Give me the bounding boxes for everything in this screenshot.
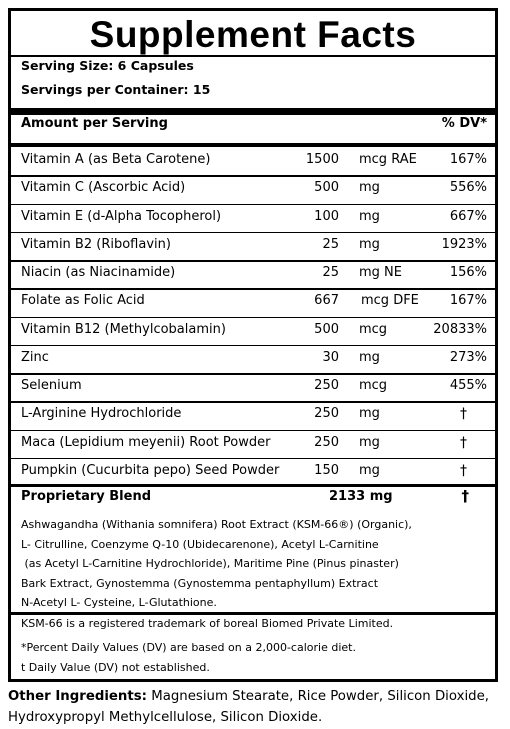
row-divider — [11, 317, 495, 319]
nutrient-amount: 667 — [314, 293, 339, 309]
nutrient-dv: † — [460, 406, 467, 423]
nutrient-dv: 667% — [449, 208, 487, 224]
row-divider — [11, 430, 495, 432]
ingredient-line: L- Citrulline, Coenzyme Q-10 (Ubidecarenone), Acetyl L-Carnitine — [21, 537, 379, 551]
nutrient-dv: 1923% — [441, 236, 487, 252]
divider — [11, 55, 495, 57]
nutrient-amount: 500 — [314, 321, 339, 337]
serving-size: Serving Size: 6 Capsules — [21, 58, 194, 73]
nutrient-amount: 250 — [314, 378, 339, 393]
nutrient-unit: mcg — [359, 321, 388, 337]
nutrient-amount: 500 — [314, 180, 339, 196]
nutrient-dv: † — [460, 434, 467, 451]
supplement-facts-panel — [8, 8, 498, 682]
nutrient-row — [11, 345, 495, 373]
nutrient-unit: mcg DFE — [361, 293, 419, 309]
nutrient-row — [11, 175, 495, 203]
nutrient-amount: 100 — [314, 208, 339, 224]
row-divider — [11, 260, 495, 262]
panel-title: Supplement Facts — [89, 14, 417, 55]
nutrient-row — [11, 373, 495, 401]
nutrient-dv: 167% — [449, 293, 487, 309]
thick-divider — [11, 108, 495, 115]
row-divider — [11, 458, 495, 460]
nutrient-name: Folate as Folic Acid — [21, 293, 145, 309]
other-ingredients-text: Magnesium Stearate, Rice Powder, Silicon Dioxide, Hydroxypropyl Methylcellulose, Silicon Dioxide. — [8, 689, 490, 725]
nutrient-name: Vitamin A (as Beta Carotene) — [21, 152, 211, 167]
nutrient-dv: 273% — [449, 349, 487, 365]
nutrient-amount: 250 — [314, 434, 339, 450]
nutrient-unit: mg — [359, 462, 380, 478]
amount-per-serving-header: Amount per Serving — [21, 116, 168, 131]
blend-divider — [11, 484, 495, 487]
blend-amount: 2133 mg — [329, 489, 393, 504]
ingredient-line: N-Acetyl L- Cysteine, L-Glutathione. — [21, 596, 217, 609]
trademark-note: KSM-66 is a registered trademark of boreal Biomed Private Limited. — [21, 617, 394, 630]
row-divider — [11, 373, 495, 375]
nutrient-row — [11, 430, 495, 458]
blend-dv: † — [461, 487, 469, 505]
nutrient-name: Zinc — [21, 349, 49, 365]
nutrient-name: Vitamin B2 (Riboflavin) — [21, 236, 171, 252]
nutrient-unit: mg — [359, 434, 380, 450]
nutrient-name: L-Arginine Hydrochloride — [21, 406, 182, 422]
nutrient-row — [11, 458, 495, 486]
nutrient-amount: 150 — [314, 462, 339, 478]
nutrient-name: Pumpkin (Cucurbita pepo) Seed Powder — [21, 462, 280, 478]
dagger-note: t Daily Value (DV) not established. — [21, 661, 210, 674]
dv-note: *Percent Daily Values (DV) are based on a 2,000-calorie diet. — [21, 641, 356, 654]
nutrient-amount: 1500 — [305, 152, 339, 167]
row-divider — [11, 288, 495, 290]
ingredient-line: Bark Extract, Gynostemma (Gynostemma pentaphyllum) Extract — [21, 576, 379, 590]
nutrient-amount: 250 — [314, 406, 339, 422]
nutrient-row — [11, 204, 495, 232]
nutrient-dv: 20833% — [433, 321, 487, 337]
nutrient-unit: mcg — [359, 378, 388, 393]
nutrient-unit: mg NE — [359, 265, 402, 280]
nutrient-unit: mg — [359, 236, 380, 252]
nutrient-name: Vitamin E (d-Alpha Tocopherol) — [21, 208, 222, 224]
other-ingredients-label: Other Ingredients: — [8, 689, 147, 704]
blend-ingredients — [21, 515, 491, 613]
row-divider — [11, 232, 495, 234]
nutrient-row — [11, 401, 495, 429]
nutrient-row — [11, 232, 495, 260]
nutrient-unit: mg — [359, 208, 380, 224]
ingredient-line: Ashwagandha (Withania somnifera) Root Extract (KSM-66®) (Organic), — [21, 518, 412, 531]
nutrient-unit: mg — [359, 180, 380, 196]
nutrient-unit: mg — [359, 349, 380, 365]
nutrient-name: Niacin (as Niacinamide) — [21, 265, 176, 280]
nutrient-dv: 167% — [449, 152, 487, 167]
nutrient-dv: † — [460, 462, 467, 479]
nutrient-amount: 25 — [322, 265, 339, 280]
nutrient-name: Vitamin C (Ascorbic Acid) — [21, 180, 186, 196]
footnote-divider — [11, 612, 495, 615]
nutrient-dv: 156% — [449, 265, 487, 280]
nutrient-row — [11, 317, 495, 345]
dv-header: % DV* — [441, 116, 487, 131]
nutrient-name: Vitamin B12 (Methylcobalamin) — [21, 321, 226, 337]
ingredient-line: (as Acetyl L-Carnitine Hydrochloride), Maritime Pine (Pinus pinaster) — [21, 557, 399, 570]
row-divider — [11, 175, 495, 177]
nutrient-unit: mcg RAE — [359, 152, 417, 167]
nutrient-dv: 455% — [449, 378, 487, 393]
nutrient-amount: 25 — [322, 236, 339, 252]
nutrient-row — [11, 147, 495, 175]
nutrient-unit: mg — [359, 406, 380, 422]
nutrient-row — [11, 288, 495, 316]
nutrient-amount: 30 — [322, 349, 339, 365]
row-divider — [11, 401, 495, 403]
blend-name: Proprietary Blend — [21, 489, 151, 504]
servings-per-container: Servings per Container: 15 — [21, 82, 211, 97]
nutrient-dv: 556% — [449, 180, 487, 196]
other-ingredients — [8, 686, 508, 728]
nutrient-name: Selenium — [21, 378, 82, 393]
row-divider — [11, 204, 495, 206]
row-divider — [11, 345, 495, 347]
nutrient-row — [11, 260, 495, 288]
nutrient-name: Maca (Lepidium meyenii) Root Powder — [21, 434, 271, 450]
